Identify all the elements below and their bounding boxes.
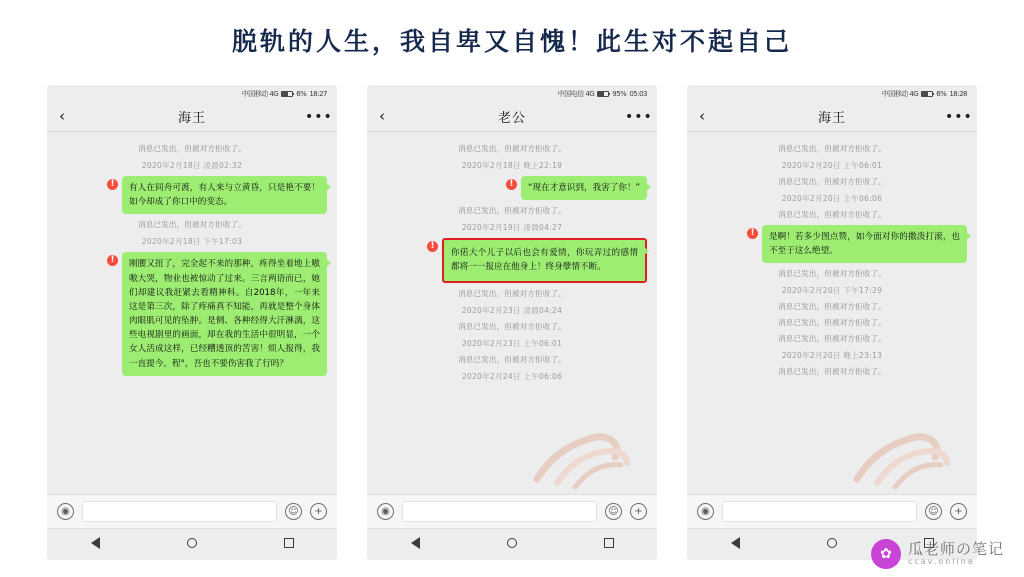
- plus-icon[interactable]: +: [310, 503, 327, 520]
- watermark: [871, 539, 1004, 569]
- voice-icon[interactable]: ◉: [57, 503, 74, 520]
- timestamp: 2020年2月20日 上午06:01: [781, 161, 883, 170]
- message-bubble[interactable]: 刚腰又扭了，完全起不来的那种，疼得坐着地上嗷嗷大哭，物业也被惊动了过来。三言两语而已，她们却建议我赶紧去看精神科。自2018年，一年来这是第三次，除了疼痛真不知能，再就是整个身体肉眼肌可见的坠肿。是侧、各种经得大汗淋漓，这些电视剧里的画面，却在我的生活中很明显，一个女人活成这样，已经糟透顶的苦害！烦人报得，我一直提今。程°，吾也不要伤害我了行吗？: [122, 252, 327, 375]
- triangle-back-icon[interactable]: [731, 537, 740, 552]
- timestamp: 2020年2月18日 晚上22:19: [461, 161, 563, 170]
- plus-icon[interactable]: +: [950, 503, 967, 520]
- status-time: 18:28: [949, 89, 967, 98]
- timestamp: 2020年2月20日 晚上23:13: [781, 351, 883, 361]
- chat-title: 海王: [177, 111, 206, 126]
- timestamp: 2020年2月23日 上午06:01: [461, 338, 563, 348]
- more-dots-icon[interactable]: •••: [625, 108, 653, 125]
- send-failed-icon[interactable]: !: [107, 179, 118, 190]
- timestamp: 2020年2月18日 凌晨02:32: [141, 161, 243, 170]
- system-message: 消息已发出，但被对方拒收了。: [458, 144, 566, 153]
- voice-icon[interactable]: ◉: [377, 503, 394, 520]
- system-message: 消息已发出，但被对方拒收了。: [778, 177, 886, 186]
- system-message: 消息已发出，但被对方拒收了。: [778, 210, 886, 219]
- message-input[interactable]: [82, 501, 277, 522]
- chat-title: 海王: [817, 111, 846, 126]
- system-message: 消息已发出，但被对方拒收了。: [138, 220, 246, 230]
- status-bar: [687, 85, 977, 102]
- message-input[interactable]: [722, 501, 917, 522]
- timestamp: 2020年2月18日 下午17:03: [141, 237, 243, 247]
- system-message: 消息已发出，但被对方拒收了。: [458, 321, 566, 331]
- message-row: [377, 238, 647, 282]
- message-bubble[interactable]: “现在才意识到，我害了你！”: [521, 176, 647, 200]
- chat-input-bar: [367, 494, 657, 528]
- circle-home-icon[interactable]: [507, 538, 517, 551]
- android-nav-bar: [47, 528, 337, 560]
- chat-input-bar: [687, 494, 977, 528]
- chat-navbar: [47, 102, 337, 132]
- flower-icon: ✿: [871, 539, 901, 569]
- chat-title: 老公: [497, 111, 526, 126]
- phone-screenshot: [367, 85, 657, 560]
- battery-icon: [921, 91, 933, 97]
- emoji-icon[interactable]: ☺: [925, 503, 942, 520]
- phone-screenshot: [47, 85, 337, 560]
- plus-icon[interactable]: +: [630, 503, 647, 520]
- system-message: 消息已发出，但被对方拒收了。: [778, 367, 886, 377]
- message-row: [697, 225, 967, 263]
- phone-screenshot-row: [47, 85, 977, 560]
- message-row: [57, 252, 327, 375]
- circle-home-icon[interactable]: [187, 538, 197, 551]
- system-message: 消息已发出，但被对方拒收了。: [778, 334, 886, 344]
- timestamp: 2020年2月20日 上午06:06: [781, 194, 883, 203]
- status-time: 18:27: [309, 89, 327, 98]
- system-message: 消息已发出，但被对方拒收了。: [138, 144, 246, 153]
- message-bubble[interactable]: 有人在同舟可渡，有人来与立黄昏，只是艳不要！如今却成了你口中的变态。: [122, 176, 327, 214]
- system-message: 消息已发出，但被对方拒收了。: [458, 354, 566, 364]
- chat-body[interactable]: [367, 132, 657, 494]
- send-failed-icon[interactable]: !: [747, 228, 758, 239]
- battery-icon: [281, 91, 293, 97]
- triangle-back-icon[interactable]: [91, 537, 100, 552]
- status-bar: [47, 85, 337, 102]
- status-time: 05:03: [629, 89, 647, 98]
- system-message: 消息已发出，但被对方拒收了。: [778, 318, 886, 328]
- system-message: 消息已发出，但被对方拒收了。: [458, 206, 566, 216]
- watermark-main-text: 瓜老师の笔记: [907, 540, 1004, 559]
- battery-percent: 6%: [936, 89, 947, 98]
- message-bubble[interactable]: 是啊！若多少图点赞，如今面对你的撒泼打滚，也不至于这么绝望。: [762, 225, 967, 263]
- timestamp: 2020年2月23日 凌晨04:24: [461, 305, 563, 315]
- circle-home-icon[interactable]: [827, 538, 837, 551]
- message-row: [377, 176, 647, 200]
- chat-navbar: [687, 102, 977, 132]
- back-chevron-icon[interactable]: ‹: [59, 107, 65, 125]
- phone-screenshot: [687, 85, 977, 560]
- hand-illustration: [847, 409, 967, 489]
- back-chevron-icon[interactable]: ‹: [379, 107, 385, 125]
- more-dots-icon[interactable]: •••: [305, 108, 333, 125]
- emoji-icon[interactable]: ☺: [285, 503, 302, 520]
- voice-icon[interactable]: ◉: [697, 503, 714, 520]
- chat-body[interactable]: [687, 132, 977, 494]
- timestamp: 2020年2月19日 凌晨04:27: [461, 223, 563, 233]
- triangle-back-icon[interactable]: [411, 537, 420, 552]
- status-bar: [367, 85, 657, 102]
- system-message: 消息已发出，但被对方拒收了。: [778, 144, 886, 153]
- carrier-label: 中国移动 4G: [881, 89, 919, 98]
- message-bubble[interactable]: 你偌大个儿子以后也会有爱情，你玩弄过的感情都将一一报应在他身上！终身孽情不断。: [442, 238, 647, 282]
- chat-input-bar: [47, 494, 337, 528]
- send-failed-icon[interactable]: !: [107, 255, 118, 266]
- square-recent-icon[interactable]: [284, 538, 294, 551]
- chat-body[interactable]: [47, 132, 337, 494]
- chat-navbar: [367, 102, 657, 132]
- android-nav-bar: [367, 528, 657, 560]
- timestamp: 2020年2月24日 上午06:06: [461, 371, 563, 381]
- system-message: 消息已发出，但被对方拒收了。: [458, 288, 566, 298]
- battery-percent: 95%: [612, 89, 627, 98]
- emoji-icon[interactable]: ☺: [605, 503, 622, 520]
- timestamp: 2020年2月20日 下午17:29: [781, 286, 883, 296]
- system-message: 消息已发出，但被对方拒收了。: [778, 269, 886, 279]
- battery-icon: [597, 91, 609, 97]
- more-dots-icon[interactable]: •••: [945, 108, 973, 125]
- carrier-label: 中国电信 4G: [557, 89, 595, 98]
- send-failed-icon[interactable]: !: [506, 179, 517, 190]
- carrier-label: 中国移动 4G: [241, 89, 279, 98]
- message-row: [57, 176, 327, 214]
- square-recent-icon[interactable]: [604, 538, 614, 551]
- battery-percent: 6%: [296, 89, 307, 98]
- system-message: 消息已发出，但被对方拒收了。: [778, 302, 886, 312]
- back-chevron-icon[interactable]: ‹: [699, 107, 705, 125]
- message-input[interactable]: [402, 501, 597, 522]
- watermark-sub-text: ccav.online: [907, 556, 975, 566]
- page-title: 脱轨的人生，我自卑又自愧！此生对不起自己: [231, 27, 792, 56]
- send-failed-icon[interactable]: !: [427, 241, 438, 252]
- hand-illustration: [527, 409, 647, 489]
